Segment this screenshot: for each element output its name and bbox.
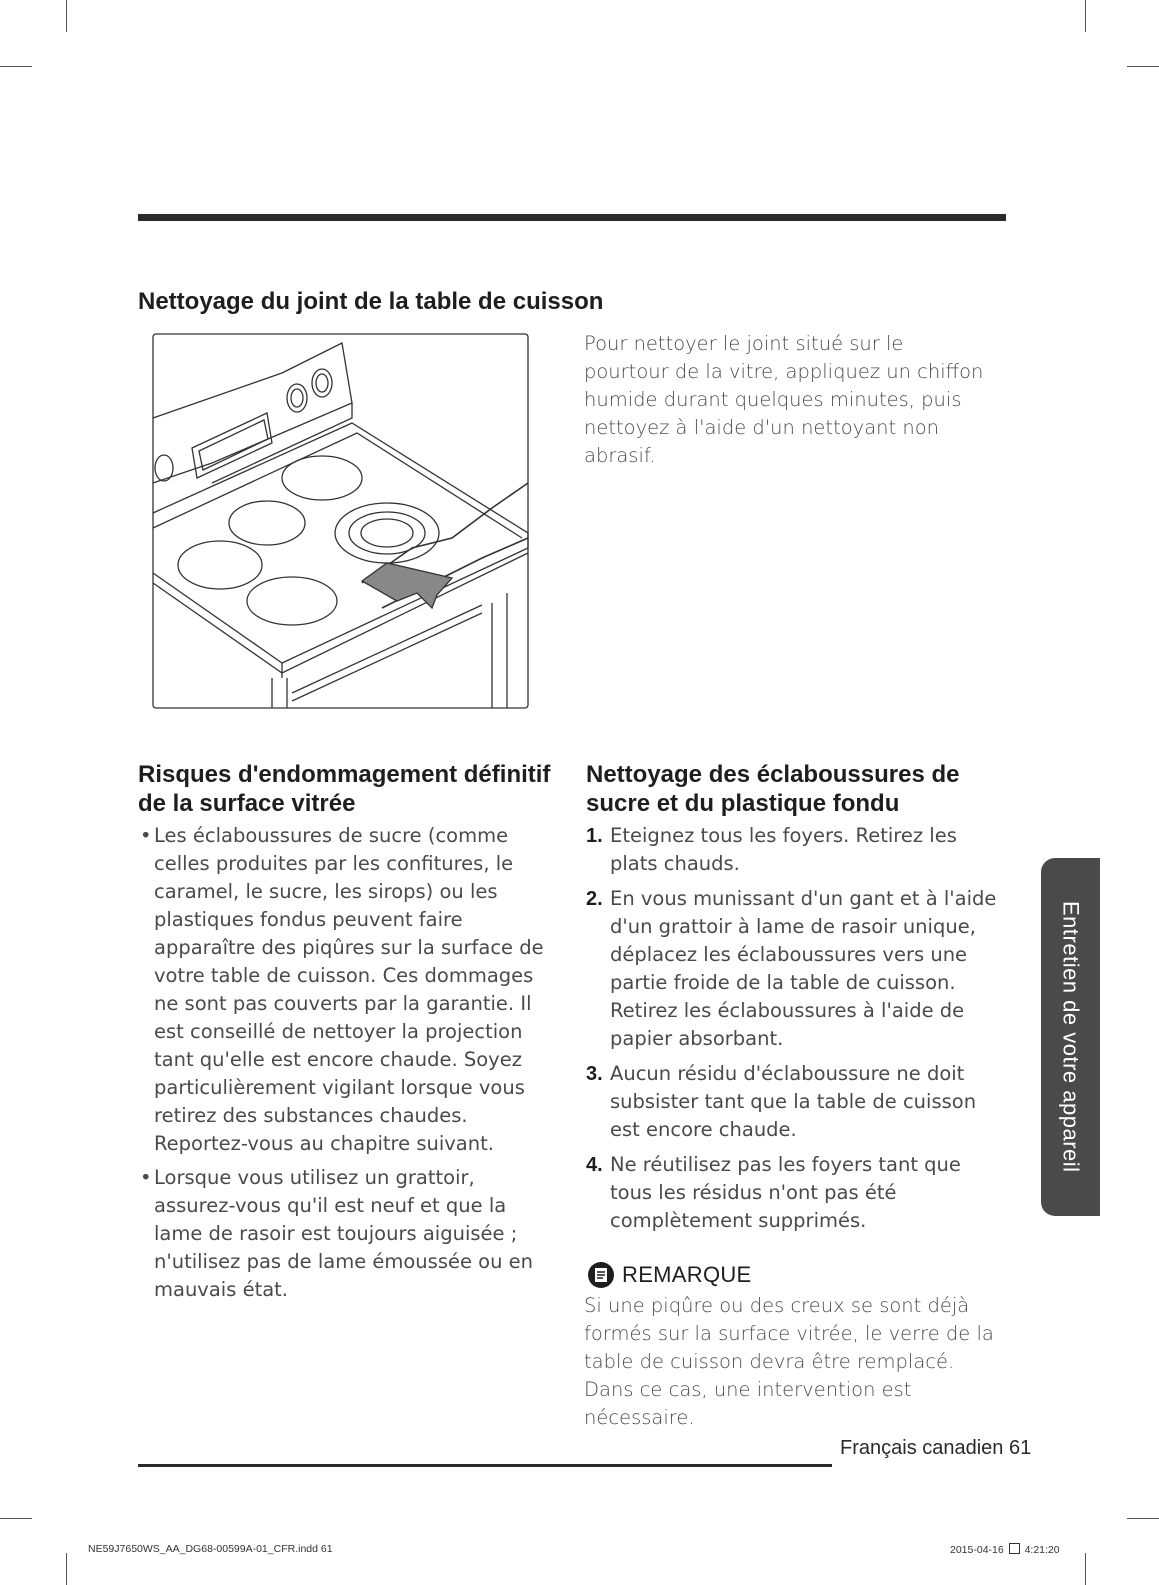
title-line: Risques d'endommagement définitif xyxy=(138,761,551,788)
crop-mark xyxy=(1085,0,1086,32)
list-item xyxy=(586,822,1006,878)
chapter-tab xyxy=(1041,858,1100,1216)
slug-time: 4:21:20 xyxy=(1024,1544,1060,1556)
step-number: 1. xyxy=(586,825,603,847)
step-text: Eteignez tous les foyers. Retirez les plats chauds. xyxy=(610,824,957,875)
step-number: 3. xyxy=(586,1063,603,1085)
risques-list xyxy=(140,822,555,1310)
title-line: sucre et du plastique fondu xyxy=(586,790,900,817)
section-title-risques xyxy=(138,760,558,818)
section-title-eclaboussures xyxy=(586,760,1006,818)
cooktop-illustration xyxy=(152,333,529,709)
step-number: 4. xyxy=(586,1154,603,1176)
crop-mark xyxy=(66,1553,67,1585)
eclaboussures-steps xyxy=(586,822,1006,1242)
title-line: de la surface vitrée xyxy=(138,790,356,817)
footer-rule xyxy=(138,1464,832,1467)
chapter-tab-label: Entretien de votre appareil xyxy=(1058,901,1084,1173)
slug-date: 2015-04-16 xyxy=(950,1544,1004,1556)
slug-file: NE59J7650WS_AA_DG68-00599A-01_CFR.indd 61 xyxy=(88,1543,333,1555)
list-item: • Les éclaboussures de sucre (comme celles produites par les confitures, le caramel, le sucre, les sirops) ou les plastiques fondus peuvent faire apparaître des piqûres sur la surface de votre table de cuisson. Ces dommages ne sont pas couverts par la garantie. Il est conseillé de nettoyer la projection tant qu'elle est encore chaude. Soyez particulièrement vigilant lorsque vous retirez des substances chaudes. Reportez-vous au chapitre suivant. xyxy=(140,822,555,1158)
list-item xyxy=(586,1151,1006,1235)
note-icon xyxy=(588,1262,614,1288)
crop-mark xyxy=(0,66,32,67)
page-number: Français canadien 61 xyxy=(840,1437,1032,1459)
header-rule xyxy=(138,214,1006,221)
step-number: 2. xyxy=(586,888,603,910)
list-item xyxy=(586,885,1006,1053)
step-text: Ne réutilisez pas les foyers tant que tous les résidus n'ont pas été complètement supprimés. xyxy=(610,1153,961,1232)
section-title-joint: Nettoyage du joint de la table de cuisson xyxy=(138,288,604,315)
list-item: • Lorsque vous utilisez un grattoir, assurez-vous qu'il est neuf et que la lame de rasoir est toujours aiguisée ; n'utilisez pas de lame émoussée ou en mauvais état. xyxy=(140,1164,555,1304)
note-title: REMARQUE xyxy=(622,1262,752,1287)
crop-mark xyxy=(1085,1553,1086,1585)
crop-mark xyxy=(1127,66,1159,67)
note-text: Si une piqûre ou des creux se sont déjà formés sur la surface vitrée, le verre de la table de cuisson devra être remplacé. Dans ce cas, une intervention est nécessaire. xyxy=(584,1294,994,1429)
slug-datetime xyxy=(950,1543,1060,1556)
section-text-joint: Pour nettoyer le joint situé sur le pourtour de la vitre, appliquez un chiffon humide durant quelques minutes, puis nettoyez à l'aide d'un nettoyant non abrasif. xyxy=(584,332,984,467)
clock-icon xyxy=(1009,1543,1020,1554)
step-text: En vous munissant d'un gant et à l'aide d'un grattoir à lame de rasoir unique, déplacez les éclaboussures vers une partie froide de la table de cuisson. Retirez les éclaboussures à l'aide de papier absorbant. xyxy=(610,887,997,1050)
crop-mark xyxy=(0,1518,32,1519)
crop-mark xyxy=(1127,1518,1159,1519)
note-header xyxy=(588,1262,752,1288)
crop-mark xyxy=(66,0,67,32)
list-item xyxy=(586,1060,1006,1144)
title-line: Nettoyage des éclaboussures de xyxy=(586,761,960,788)
step-text: Aucun résidu d'éclaboussure ne doit subsister tant que la table de cuisson est encore chaude. xyxy=(610,1062,977,1141)
